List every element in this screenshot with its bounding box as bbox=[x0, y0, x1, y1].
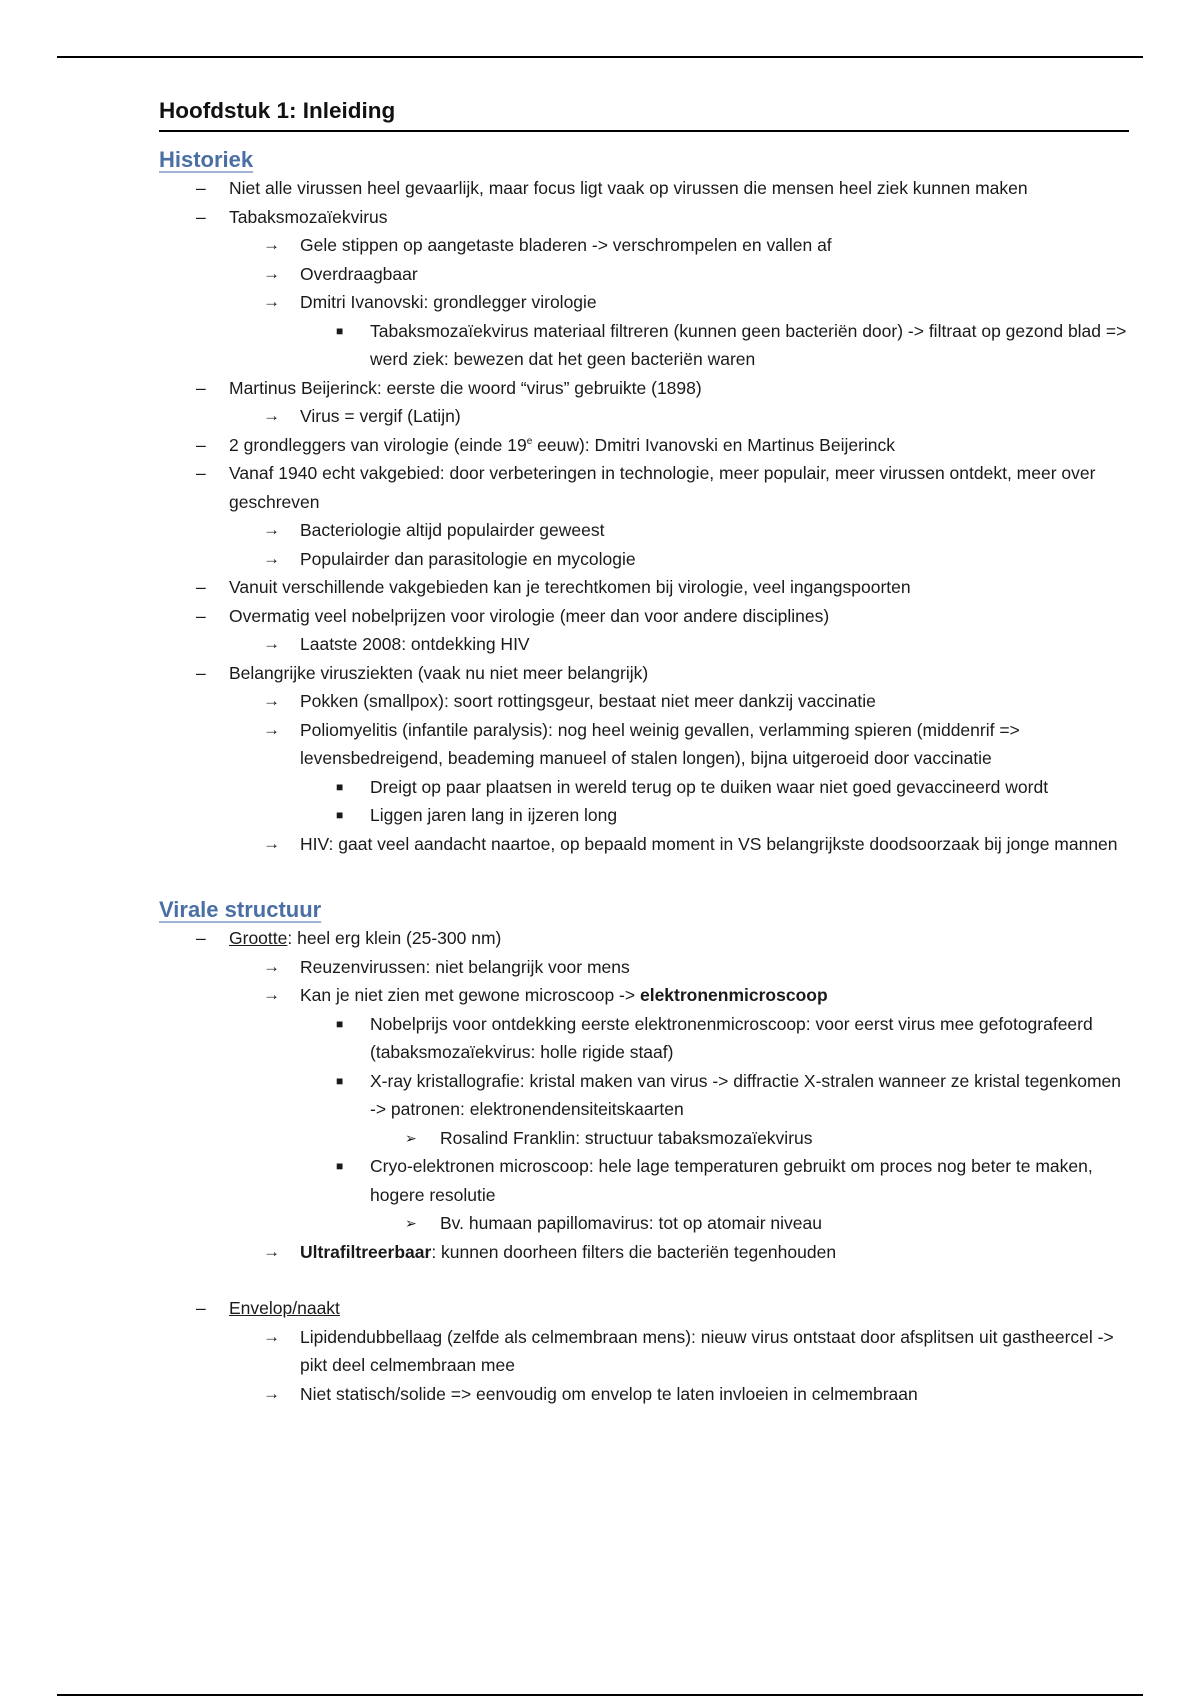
square-bullet: ■ bbox=[336, 779, 344, 794]
list-item: – Vanuit verschillende vakgebieden kan je terechtkomen bij virologie, veel ingangspoorten bbox=[159, 573, 1129, 602]
list-item: ■ Nobelprijs voor ontdekking eerste elektronenmicroscoop: voor eerst virus mee gefotografeerd (tabaksmozaïekvirus: holle rigide staaf) bbox=[159, 1010, 1129, 1067]
list-item: ■ Cryo-elektronen microscoop: hele lage temperaturen gebruikt om proces nog beter te maken, hogere resolutie ➢ Bv. humaan papillomavirus: tot op atomair niveau bbox=[159, 1152, 1129, 1238]
arrow-bullet: → bbox=[263, 719, 280, 739]
dash-bullet: – bbox=[196, 577, 206, 597]
arrow-bullet: → bbox=[263, 235, 280, 254]
historiek-list bbox=[159, 174, 1129, 858]
list-item: → Bacteriologie altijd populairder geweest bbox=[159, 516, 1129, 545]
dash-bullet: – bbox=[196, 434, 206, 455]
dash-bullet: – bbox=[196, 605, 206, 626]
list-item: → Virus = vergif (Latijn) bbox=[159, 402, 1129, 431]
header-rule bbox=[57, 56, 1143, 58]
arrow-bullet: → bbox=[263, 956, 280, 976]
square-bullet: ■ bbox=[336, 1073, 344, 1088]
arrow-bullet: → bbox=[263, 1241, 280, 1261]
arrow-bullet: → bbox=[263, 634, 280, 653]
section-heading-virale-structuur: Virale structuur bbox=[159, 897, 322, 922]
list-item: – Martinus Beijerinck: eerste die woord “virus” gebruikte (1898) → Virus = vergif (Latijn) bbox=[159, 374, 1129, 431]
list-item: – Belangrijke virusziekten (vaak nu niet meer belangrijk) → Pokken (smallpox): soort rottingsgeur, bestaat niet meer dankzij vaccinatie → Poliomyelitis (infantile paralysis): nog heel weinig gevallen, verlamming spieren (middenrif => levensbedreigend, beademing manueel of stalen longen), bijna uitgeroeid door vaccinatie ■ Dreigt op paar plaatsen in wereld terug op te duiken waar niet goed gevaccineerd wordt ■ Liggen jaren lang in ijzeren long → HIV: gaat veel aandacht naartoe, op bepaald moment in VS belangrijkste doodsoorzaak bij jonge mannen bbox=[159, 659, 1129, 859]
square-bullet: ■ bbox=[336, 1016, 344, 1031]
list-item: – Envelop/naakt → Lipidendubbellaag (zelfde als celmembraan mens): nieuw virus ontstaat door afsplitsen uit gastheercel -> pikt deel celmembraan mee → Niet statisch/solide => eenvoudig om envelop te laten invloeien in celmembraan bbox=[159, 1294, 1129, 1408]
list-item: → Populairder dan parasitologie en mycologie bbox=[159, 545, 1129, 574]
list-item: – Overmatig veel nobelprijzen voor virologie (meer dan voor andere disciplines) → Laatste 2008: ontdekking HIV bbox=[159, 602, 1129, 659]
list-item: ■ Liggen jaren lang in ijzeren long bbox=[159, 801, 1129, 830]
list-item: → Poliomyelitis (infantile paralysis): nog heel weinig gevallen, verlamming spieren (middenrif => levensbedreigend, beademing manueel of stalen longen), bijna uitgeroeid door vaccinatie ■ Dreigt op paar plaatsen in wereld terug op te duiken waar niet goed gevaccineerd wordt ■ Liggen jaren lang in ijzeren long bbox=[159, 716, 1129, 830]
dash-bullet: – bbox=[196, 928, 206, 948]
list-item: – Grootte: heel erg klein (25-300 nm) → Reuzenvirussen: niet belangrijk voor mens → Kan je niet zien met gewone microscoop -> elektronenmicroscoop ■ Nobelprijs voor ontdekking eerste elektronenmicroscoop: voor eerst virus mee gefotografeerd (tabaksmozaïekvirus: holle rigide staaf) ■ X-ray kristallografie: kristal maken van virus -> diffractie X-stralen wanneer ze kristal tegenkomen -> patronen: elektronendensiteitskaarten ➢ Rosalind Franklin: structuur tabaksmozaïekvirus ■ Cryo-elektronen microscoop: hele lage temperaturen gebruikt om proces nog beter te maken, hogere resolutie ➢ Bv. humaan papillomavirus: tot op atomair niveau → Ultrafiltreerbaar: kunnen doorheen filters die bacteriën tegenhouden bbox=[159, 924, 1129, 1266]
arrow-bullet: → bbox=[263, 263, 280, 283]
list-item: ■ Tabaksmozaïekvirus materiaal filtreren (kunnen geen bacteriën door) -> filtraat op gezond blad => werd ziek: bewezen dat het geen bacteriën waren bbox=[159, 317, 1129, 374]
list-item: → Dmitri Ivanovski: grondlegger virologie ■ Tabaksmozaïekvirus materiaal filtreren (kunnen geen bacteriën door) -> filtraat op gezond blad => werd ziek: bewezen dat het geen bacteriën waren bbox=[159, 288, 1129, 374]
list-item: – 2 grondleggers van virologie (einde 19e eeuw): Dmitri Ivanovski en Martinus Beijerinck bbox=[159, 431, 1129, 460]
list-item: → Ultrafiltreerbaar: kunnen doorheen filters die bacteriën tegenhouden bbox=[159, 1238, 1129, 1267]
arrow-bullet: → bbox=[263, 1326, 280, 1346]
list-item: → Laatste 2008: ontdekking HIV bbox=[159, 630, 1129, 659]
arrow-bullet: → bbox=[263, 1383, 280, 1403]
arrow-bullet: → bbox=[263, 292, 280, 311]
arrow-bullet: → bbox=[263, 520, 280, 539]
square-bullet: ■ bbox=[336, 323, 344, 338]
dash-bullet: – bbox=[196, 178, 206, 198]
square-bullet: ■ bbox=[336, 808, 344, 822]
arrow-bullet: → bbox=[263, 691, 280, 710]
triangle-bullet: ➢ bbox=[405, 1129, 417, 1146]
triangle-bullet: ➢ bbox=[405, 1215, 417, 1231]
list-item: ■ Dreigt op paar plaatsen in wereld terug op te duiken waar niet goed gevaccineerd wordt bbox=[159, 773, 1129, 802]
list-item: → Kan je niet zien met gewone microscoop -> elektronenmicroscoop ■ Nobelprijs voor ontdekking eerste elektronenmicroscoop: voor eerst virus mee gefotografeerd (tabaksmozaïekvirus: holle rigide staaf) ■ X-ray kristallografie: kristal maken van virus -> diffractie X-stralen wanneer ze kristal tegenkomen -> patronen: elektronendensiteitskaarten ➢ Rosalind Franklin: structuur tabaksmozaïekvirus ■ Cryo-elektronen microscoop: hele lage temperaturen gebruikt om proces nog beter te maken, hogere resolutie ➢ Bv. humaan papillomavirus: tot op atomair niveau bbox=[159, 981, 1129, 1238]
dash-bullet: – bbox=[196, 206, 206, 227]
dash-bullet: – bbox=[196, 463, 206, 483]
list-item: → Lipidendubbellaag (zelfde als celmembraan mens): nieuw virus ontstaat door afsplitsen uit gastheercel -> pikt deel celmembraan mee bbox=[159, 1323, 1129, 1380]
list-item: – Niet alle virussen heel gevaarlijk, maar focus ligt vaak op virussen die mensen heel ziek kunnen maken bbox=[159, 174, 1129, 203]
arrow-bullet: → bbox=[263, 833, 280, 853]
chapter-title: Hoofdstuk 1: Inleiding bbox=[159, 98, 1129, 132]
structuur-list bbox=[159, 924, 1129, 1408]
footer-rule bbox=[57, 1694, 1143, 1696]
list-item: – Vanaf 1940 echt vakgebied: door verbeteringen in technologie, meer populair, meer virussen ontdekt, meer over geschreven → Bacteriologie altijd populairder geweest → Populairder dan parasitologie en mycologie bbox=[159, 459, 1129, 573]
list-item: → Niet statisch/solide => eenvoudig om envelop te laten invloeien in celmembraan bbox=[159, 1380, 1129, 1409]
dash-bullet: – bbox=[196, 1298, 206, 1318]
dash-bullet: – bbox=[196, 377, 206, 398]
arrow-bullet: → bbox=[263, 406, 280, 425]
list-item: → Overdraagbaar bbox=[159, 260, 1129, 289]
square-bullet: ■ bbox=[336, 1159, 344, 1173]
list-item: ■ X-ray kristallografie: kristal maken van virus -> diffractie X-stralen wanneer ze kristal tegenkomen -> patronen: elektronendensiteitskaarten ➢ Rosalind Franklin: structuur tabaksmozaïekvirus bbox=[159, 1067, 1129, 1153]
list-item: → Pokken (smallpox): soort rottingsgeur, bestaat niet meer dankzij vaccinatie bbox=[159, 687, 1129, 716]
list-item: ➢ Rosalind Franklin: structuur tabaksmozaïekvirus bbox=[159, 1124, 1129, 1153]
document-page bbox=[159, 98, 1129, 1408]
arrow-bullet: → bbox=[263, 985, 280, 1004]
arrow-bullet: → bbox=[263, 548, 280, 568]
blank-line bbox=[159, 1266, 1129, 1294]
list-item: → Reuzenvirussen: niet belangrijk voor mens bbox=[159, 953, 1129, 982]
list-item: ➢ Bv. humaan papillomavirus: tot op atomair niveau bbox=[159, 1209, 1129, 1238]
list-item: → HIV: gaat veel aandacht naartoe, op bepaald moment in VS belangrijkste doodsoorzaak bij jonge mannen bbox=[159, 830, 1129, 859]
dash-bullet: – bbox=[196, 662, 206, 683]
list-item: → Gele stippen op aangetaste bladeren -> verschrompelen en vallen af bbox=[159, 231, 1129, 260]
section-heading-historiek: Historiek bbox=[159, 147, 254, 172]
list-item: – Tabaksmozaïekvirus → Gele stippen op aangetaste bladeren -> verschrompelen en vallen af → Overdraagbaar → Dmitri Ivanovski: grondlegger virologie ■ Tabaksmozaïekvirus materiaal filtreren (kunnen geen bacteriën door) -> filtraat op gezond blad => werd ziek: bewezen dat het geen bacteriën waren bbox=[159, 203, 1129, 374]
